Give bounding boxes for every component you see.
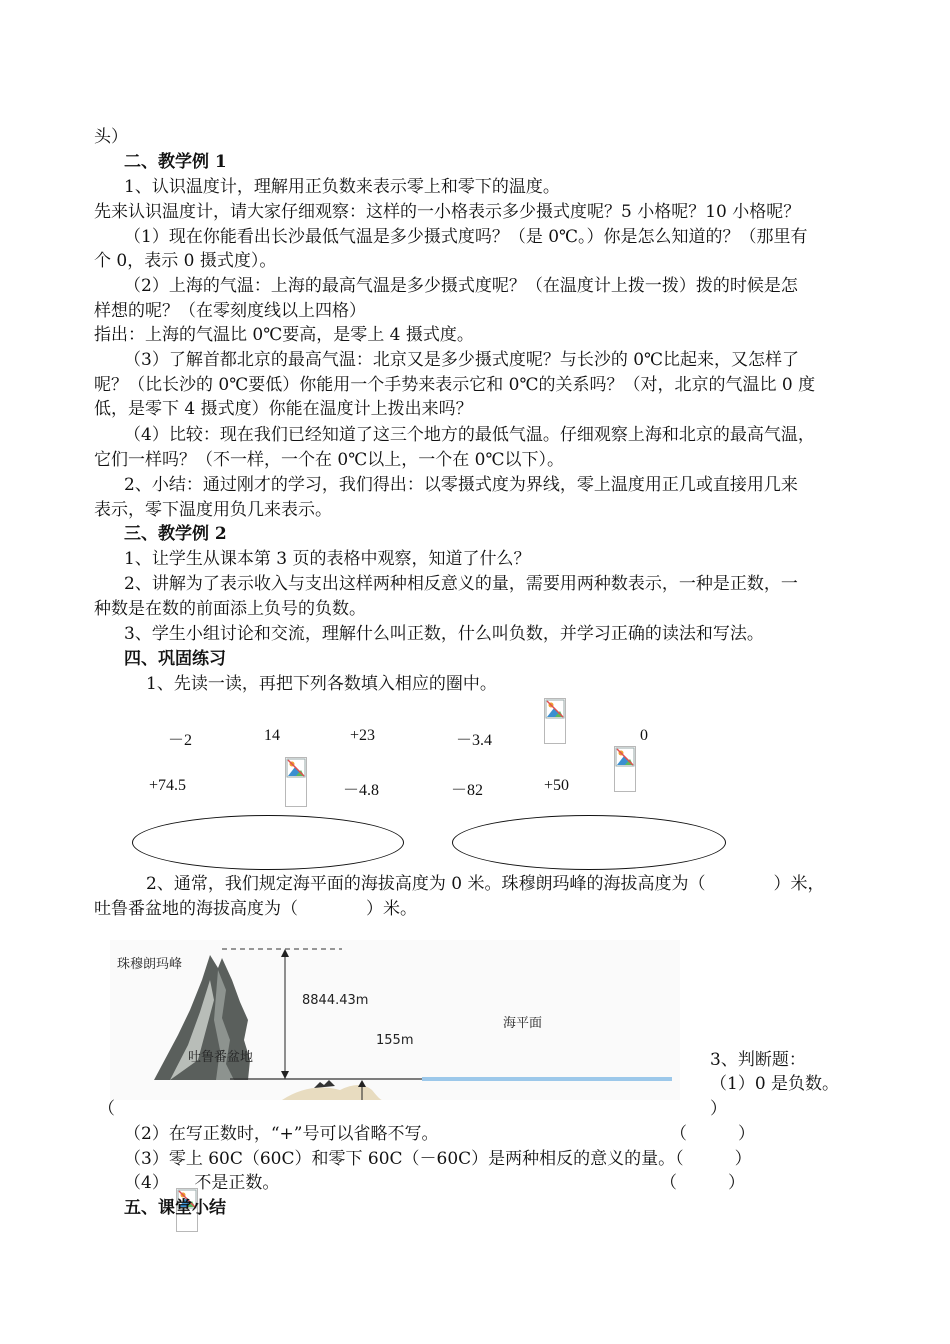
bracket-close: ）: [710, 1099, 727, 1119]
negative-number-circle[interactable]: [452, 815, 726, 870]
text-line: 头）: [94, 127, 128, 147]
text-line: 个 0，表示 0 摄式度）。: [94, 251, 277, 271]
number-item: －3.4: [456, 732, 493, 749]
text-line: 1、认识温度计，理解用正负数来表示零上和零下的温度。: [124, 177, 560, 197]
text-line: （1）0 是负数。: [710, 1074, 840, 1094]
peak-label: 珠穆朗玛峰: [117, 957, 183, 972]
text-line: 先来认识温度计，请大家仔细观察：这样的一小格表示多少摄式度呢？5 小格呢？10 小格呢？: [94, 202, 801, 222]
text-line: 样想的呢？（在零刻度线以上四格）: [94, 301, 366, 321]
text-line: 3、判断题：: [710, 1050, 806, 1070]
number-item: +74.5: [149, 777, 187, 794]
broken-image-icon: [614, 746, 636, 792]
section-heading: 三、教学例 2: [124, 524, 227, 544]
text-line: 表示，零下温度用负几来表示。: [94, 500, 332, 520]
text-line: 2、通常，我们规定海平面的海拔高度为 0 米。珠穆朗玛峰的海拔高度为（ ）米，: [146, 874, 825, 894]
number-item: －82: [451, 782, 484, 799]
number-item: +23: [350, 727, 376, 744]
text-line: （4） 不是正数。: [124, 1173, 280, 1193]
number-item: －2: [168, 732, 193, 749]
elevation-figure: [110, 940, 680, 1100]
text-line: 低，是零下 4 摄式度）你能在温度计上拨出来吗？: [94, 399, 473, 419]
text-line: 3、学生小组讨论和交流，理解什么叫正数，什么叫负数，并学习正确的读法和写法。: [124, 624, 764, 644]
answer-blank[interactable]: （ ）: [670, 1124, 755, 1144]
text-line: 1、让学生从课本第 3 页的表格中观察，知道了什么？: [124, 549, 531, 569]
text-line: 它们一样吗？（不一样，一个在 0℃以上，一个在 0℃以下）。: [94, 450, 564, 470]
basin-label: 吐鲁番盆地: [188, 1050, 254, 1065]
answer-blank[interactable]: （ ）: [660, 1173, 745, 1193]
section-heading: 五、课堂小结: [124, 1198, 226, 1218]
sea-level-label: 海平面: [503, 1016, 543, 1031]
positive-number-circle[interactable]: [132, 815, 404, 870]
text-line: 吐鲁番盆地的海拔高度为（ ）米。: [94, 899, 417, 919]
broken-image-icon: [544, 698, 566, 744]
text-line: 1、先读一读，再把下列各数填入相应的圈中。: [146, 674, 497, 694]
text-line: （4）比较：现在我们已经知道了这三个地方的最低气温。仔细观察上海和北京的最高气温，: [124, 425, 815, 445]
text-line: 2、讲解为了表示收入与支出这样两种相反意义的量，需要用两种数表示，一种是正数，一: [124, 574, 798, 594]
section-heading: 二、教学例 1: [124, 152, 227, 172]
number-item: 0: [640, 727, 648, 744]
text-line: （1）现在你能看出长沙最低气温是多少摄式度吗？（是 0℃。）你是怎么知道的？（那里有: [124, 227, 808, 247]
number-item: 14: [264, 727, 280, 744]
text-line: （3）零上 60C（60C）和零下 60C（－60C）是两种相反的意义的量。（ ）: [124, 1149, 752, 1169]
section-heading: 四、巩固练习: [124, 649, 226, 669]
text-line: 呢？（比长沙的 0℃要低）你能用一个手势来表示它和 0℃的关系吗？（对，北京的气温比 0 度: [94, 375, 816, 395]
depth-label: 155m: [376, 1033, 414, 1048]
broken-image-icon: [285, 757, 307, 807]
text-line: 2、小结：通过刚才的学习，我们得出：以零摄式度为界线，零上温度用正几或直接用几来: [124, 475, 798, 495]
text-line: （2）上海的气温：上海的最高气温是多少摄式度呢？（在温度计上拨一拨）拨的时候是怎: [124, 276, 798, 296]
height-label: 8844.43m: [302, 993, 369, 1008]
text-line: （2）在写正数时，“+”号可以省略不写。: [124, 1124, 439, 1144]
text-line: 种数是在数的前面添上负号的负数。: [94, 599, 366, 619]
number-item: +50: [544, 777, 570, 794]
text-line: （3）了解首都北京的最高气温：北京又是多少摄式度呢？与长沙的 0℃比起来，又怎样了: [124, 350, 800, 370]
bracket-open: （: [98, 1099, 115, 1119]
text-line: 指出：上海的气温比 0℃要高，是零上 4 摄式度。: [94, 325, 474, 345]
elevation-diagram: [110, 940, 680, 1100]
number-item: －4.8: [343, 782, 380, 799]
